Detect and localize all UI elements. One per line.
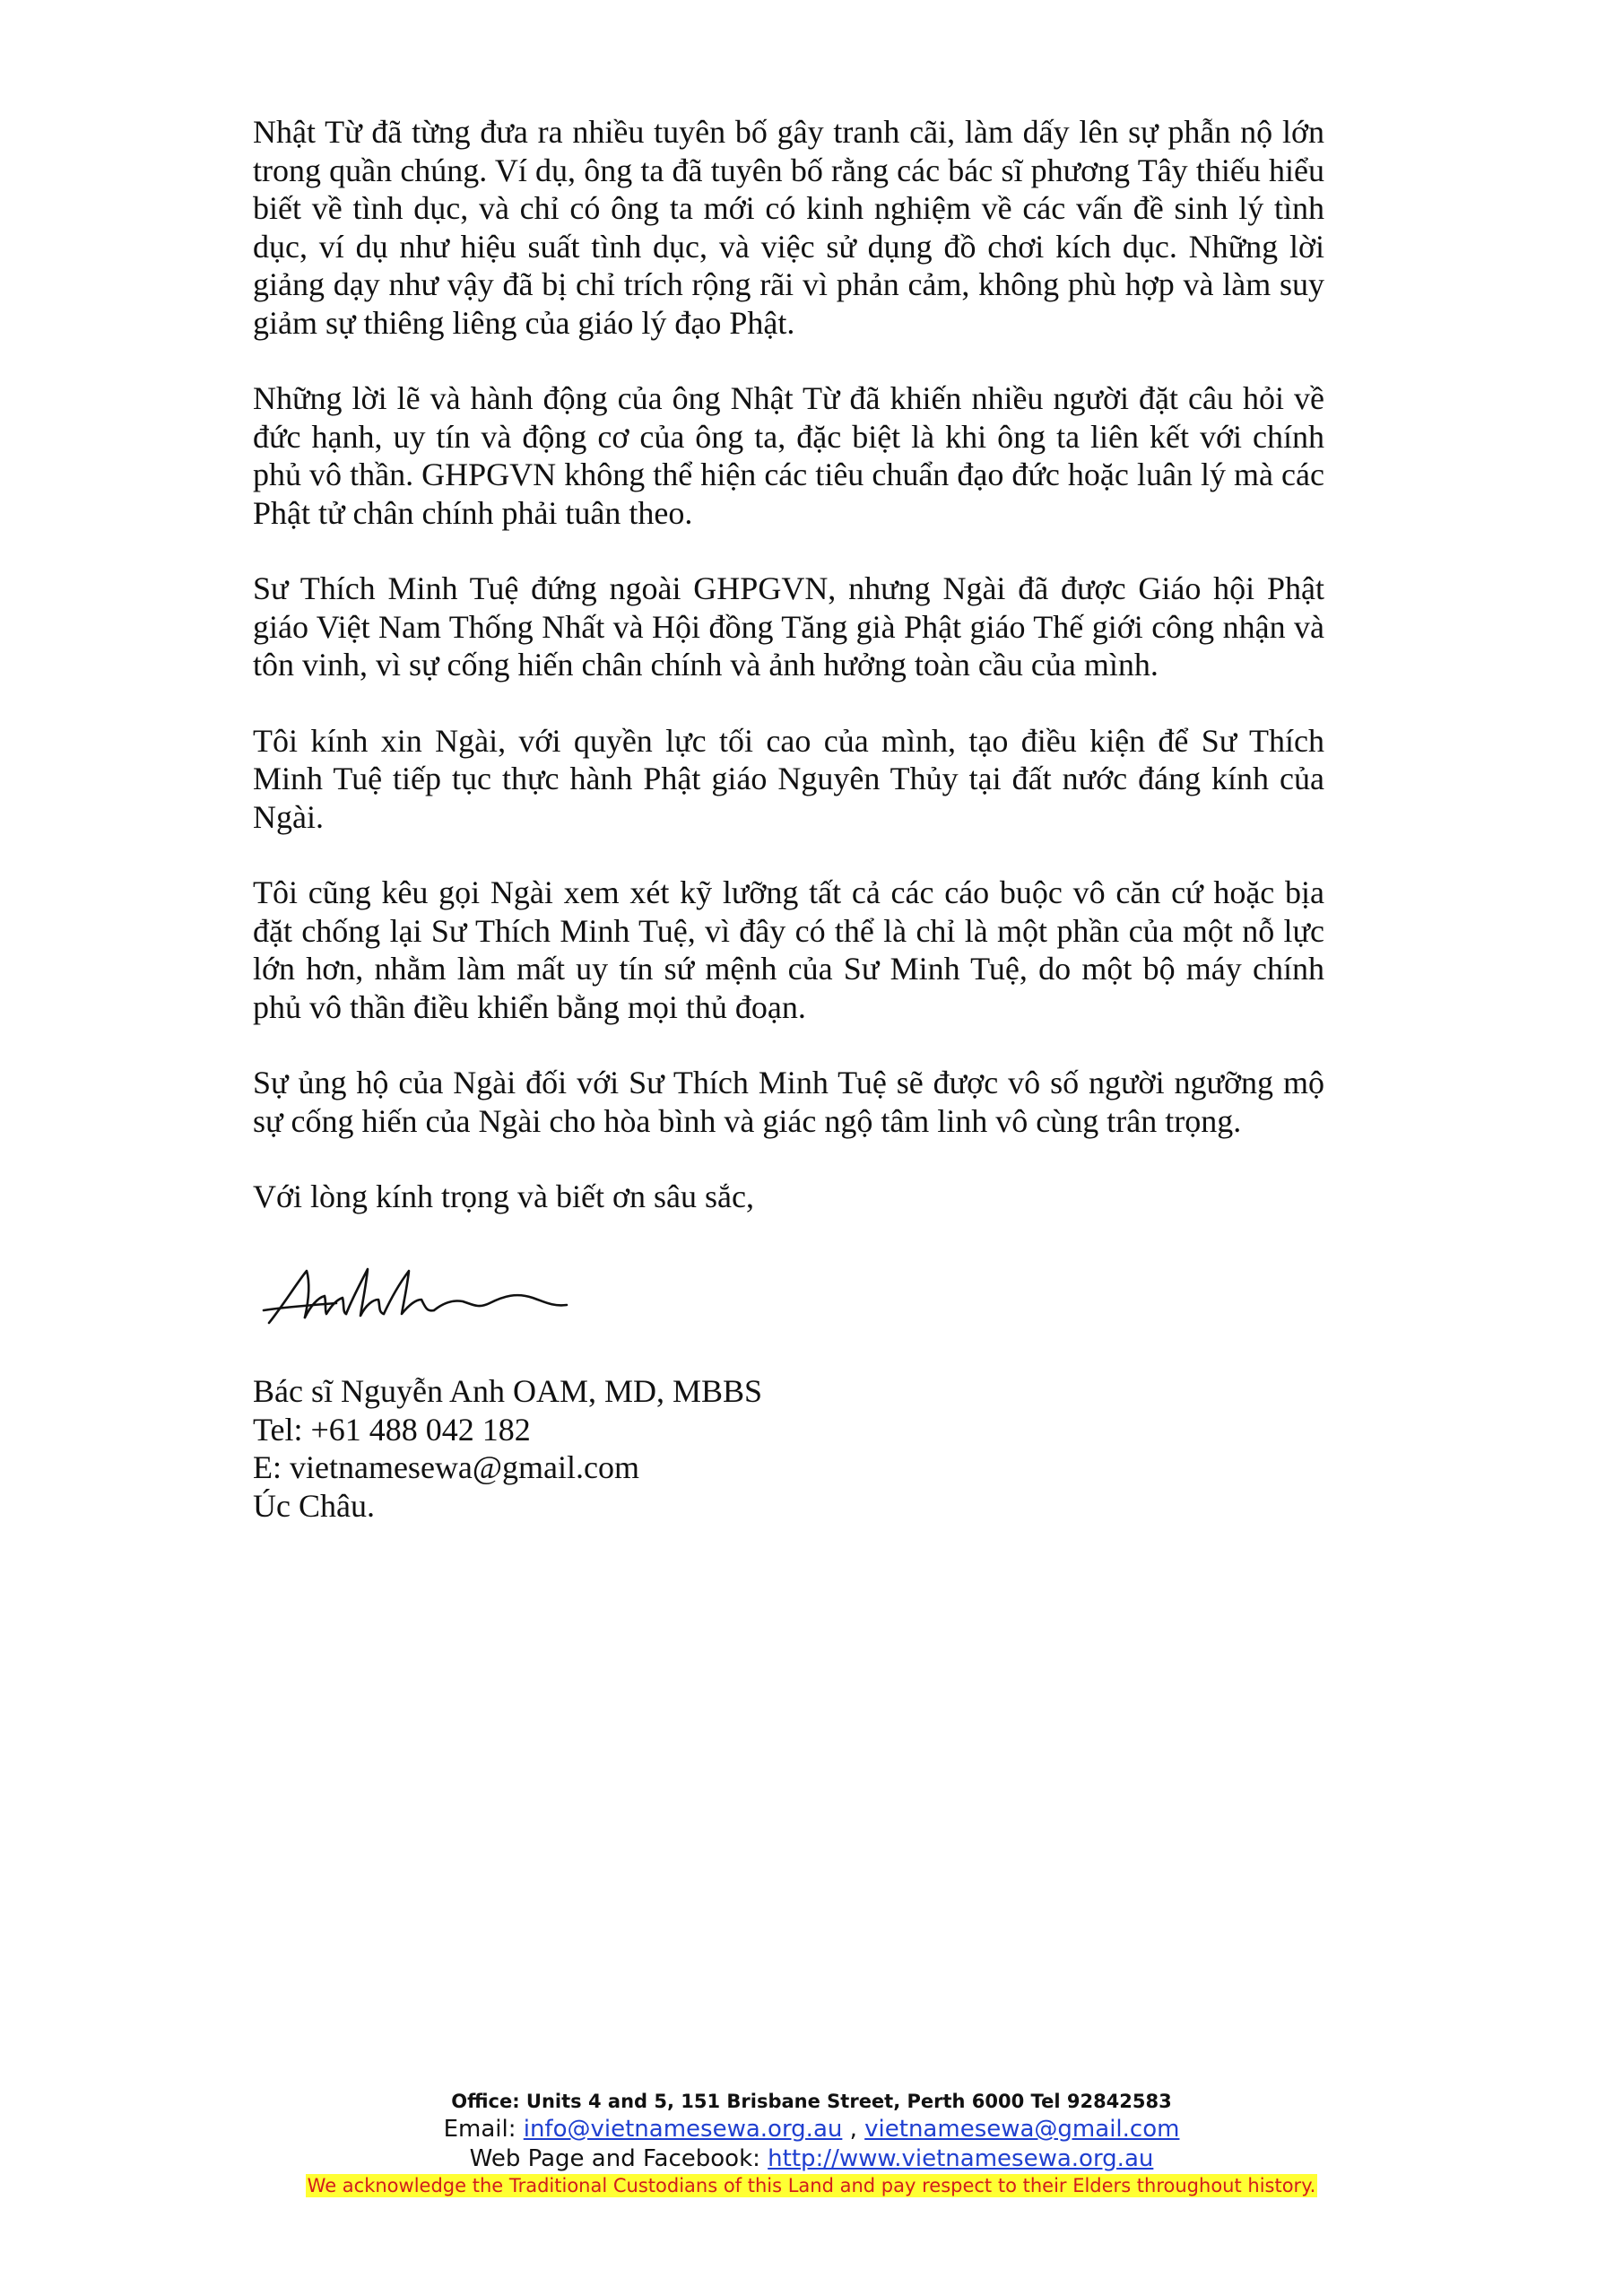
office-address: Office: Units 4 and 5, 151 Brisbane Street, Perth 6000 Tel 92842583: [451, 2091, 1172, 2112]
paragraph-3: Sư Thích Minh Tuệ đứng ngoài GHPGVN, nhưng Ngài đã được Giáo hội Phật giáo Việt Nam Thống Nhất và Hội đồng Tăng già Phật giáo Thế giới công nhận và tôn vinh, vì sự cống hiến chân chính và ảnh hưởng toàn cầu của mình.: [253, 570, 1324, 683]
footer-web-line: [0, 2144, 1623, 2174]
footer-email-link-gmail[interactable]: vietnamesewa@gmail.com: [864, 2116, 1180, 2143]
footer-web-link[interactable]: http://www.vietnamesewa.org.au: [768, 2145, 1154, 2172]
handwritten-signature: [251, 1251, 610, 1341]
paragraph-4: Tôi kính xin Ngài, với quyền lực tối cao của mình, tạo điều kiện để Sư Thích Minh Tuệ tiếp tục thực hành Phật giáo Nguyên Thủy tại đất nước đáng kính của Ngài.: [253, 722, 1324, 835]
signer-email: E: vietnamesewa@gmail.com: [253, 1449, 640, 1485]
footer-email-label: Email:: [443, 2116, 524, 2143]
paragraph-1: Nhật Từ đã từng đưa ra nhiều tuyên bố gây tranh cãi, làm dấy lên sự phẫn nộ lớn trong quần chúng. Ví dụ, ông ta đã tuyên bố rằng các bác sĩ phương Tây thiếu hiểu biết về tình dục, và chỉ có ông ta mới có kinh nghiệm về các vấn đề sinh lý tình dục, ví dụ như hiệu suất tình dục, và việc sử dụng đồ chơi kích dục. Những lời giảng dạy như vậy đã bị chỉ trích rộng rãi vì phản cảm, không phù hợp và làm suy giảm sự thiêng liêng của giáo lý đạo Phật.: [253, 114, 1324, 341]
footer-email-line: [0, 2115, 1623, 2144]
footer-acknowledgement-row: [0, 2174, 1623, 2197]
signer-name: Bác sĩ Nguyễn Anh OAM, MD, MBBS: [253, 1373, 763, 1409]
letter-body: [253, 113, 1324, 1216]
paragraph-2: Những lời lẽ và hành động của ông Nhật Từ đã khiến nhiều người đặt câu hỏi về đức hạnh, uy tín và động cơ của ông ta, đặc biệt là khi ông ta liên kết với chính phủ vô thần. GHPGVN không thể hiện các tiêu chuẩn đạo đức hoặc luân lý mà các Phật tử chân chính phải tuân theo.: [253, 380, 1324, 531]
closing-line: Với lòng kính trọng và biết ơn sâu sắc,: [253, 1178, 754, 1214]
letterhead-footer: [0, 2088, 1623, 2197]
paragraph-6: Sự ủng hộ của Ngài đối với Sư Thích Minh Tuệ sẽ được vô số người ngưỡng mộ sự cống hiến của Ngài cho hòa bình và giác ngộ tâm linh vô cùng trân trọng.: [253, 1065, 1324, 1139]
paragraph-5: Tôi cũng kêu gọi Ngài xem xét kỹ lưỡng tất cả các cáo buộc vô căn cứ hoặc bịa đặt chống lại Sư Thích Minh Tuệ, vì đây có thể là chỉ là một phần của một nỗ lực lớn hơn, nhằm làm mất uy tín sứ mệnh của Sư Minh Tuệ, do một bộ máy chính phủ vô thần điều khiển bằng mọi thủ đoạn.: [253, 874, 1324, 1025]
signer-location: Úc Châu.: [253, 1487, 375, 1524]
acknowledgement-text: We acknowledge the Traditional Custodians of this Land and pay respect to their Elders throughout history.: [307, 2175, 1316, 2196]
footer-web-label: Web Page and Facebook:: [469, 2145, 768, 2172]
footer-email-link-info[interactable]: info@vietnamesewa.org.au: [523, 2116, 843, 2143]
signer-phone: Tel: +61 488 042 182: [253, 1411, 531, 1448]
signature-block: [253, 1372, 762, 1525]
footer-email-separator: ,: [842, 2116, 865, 2143]
